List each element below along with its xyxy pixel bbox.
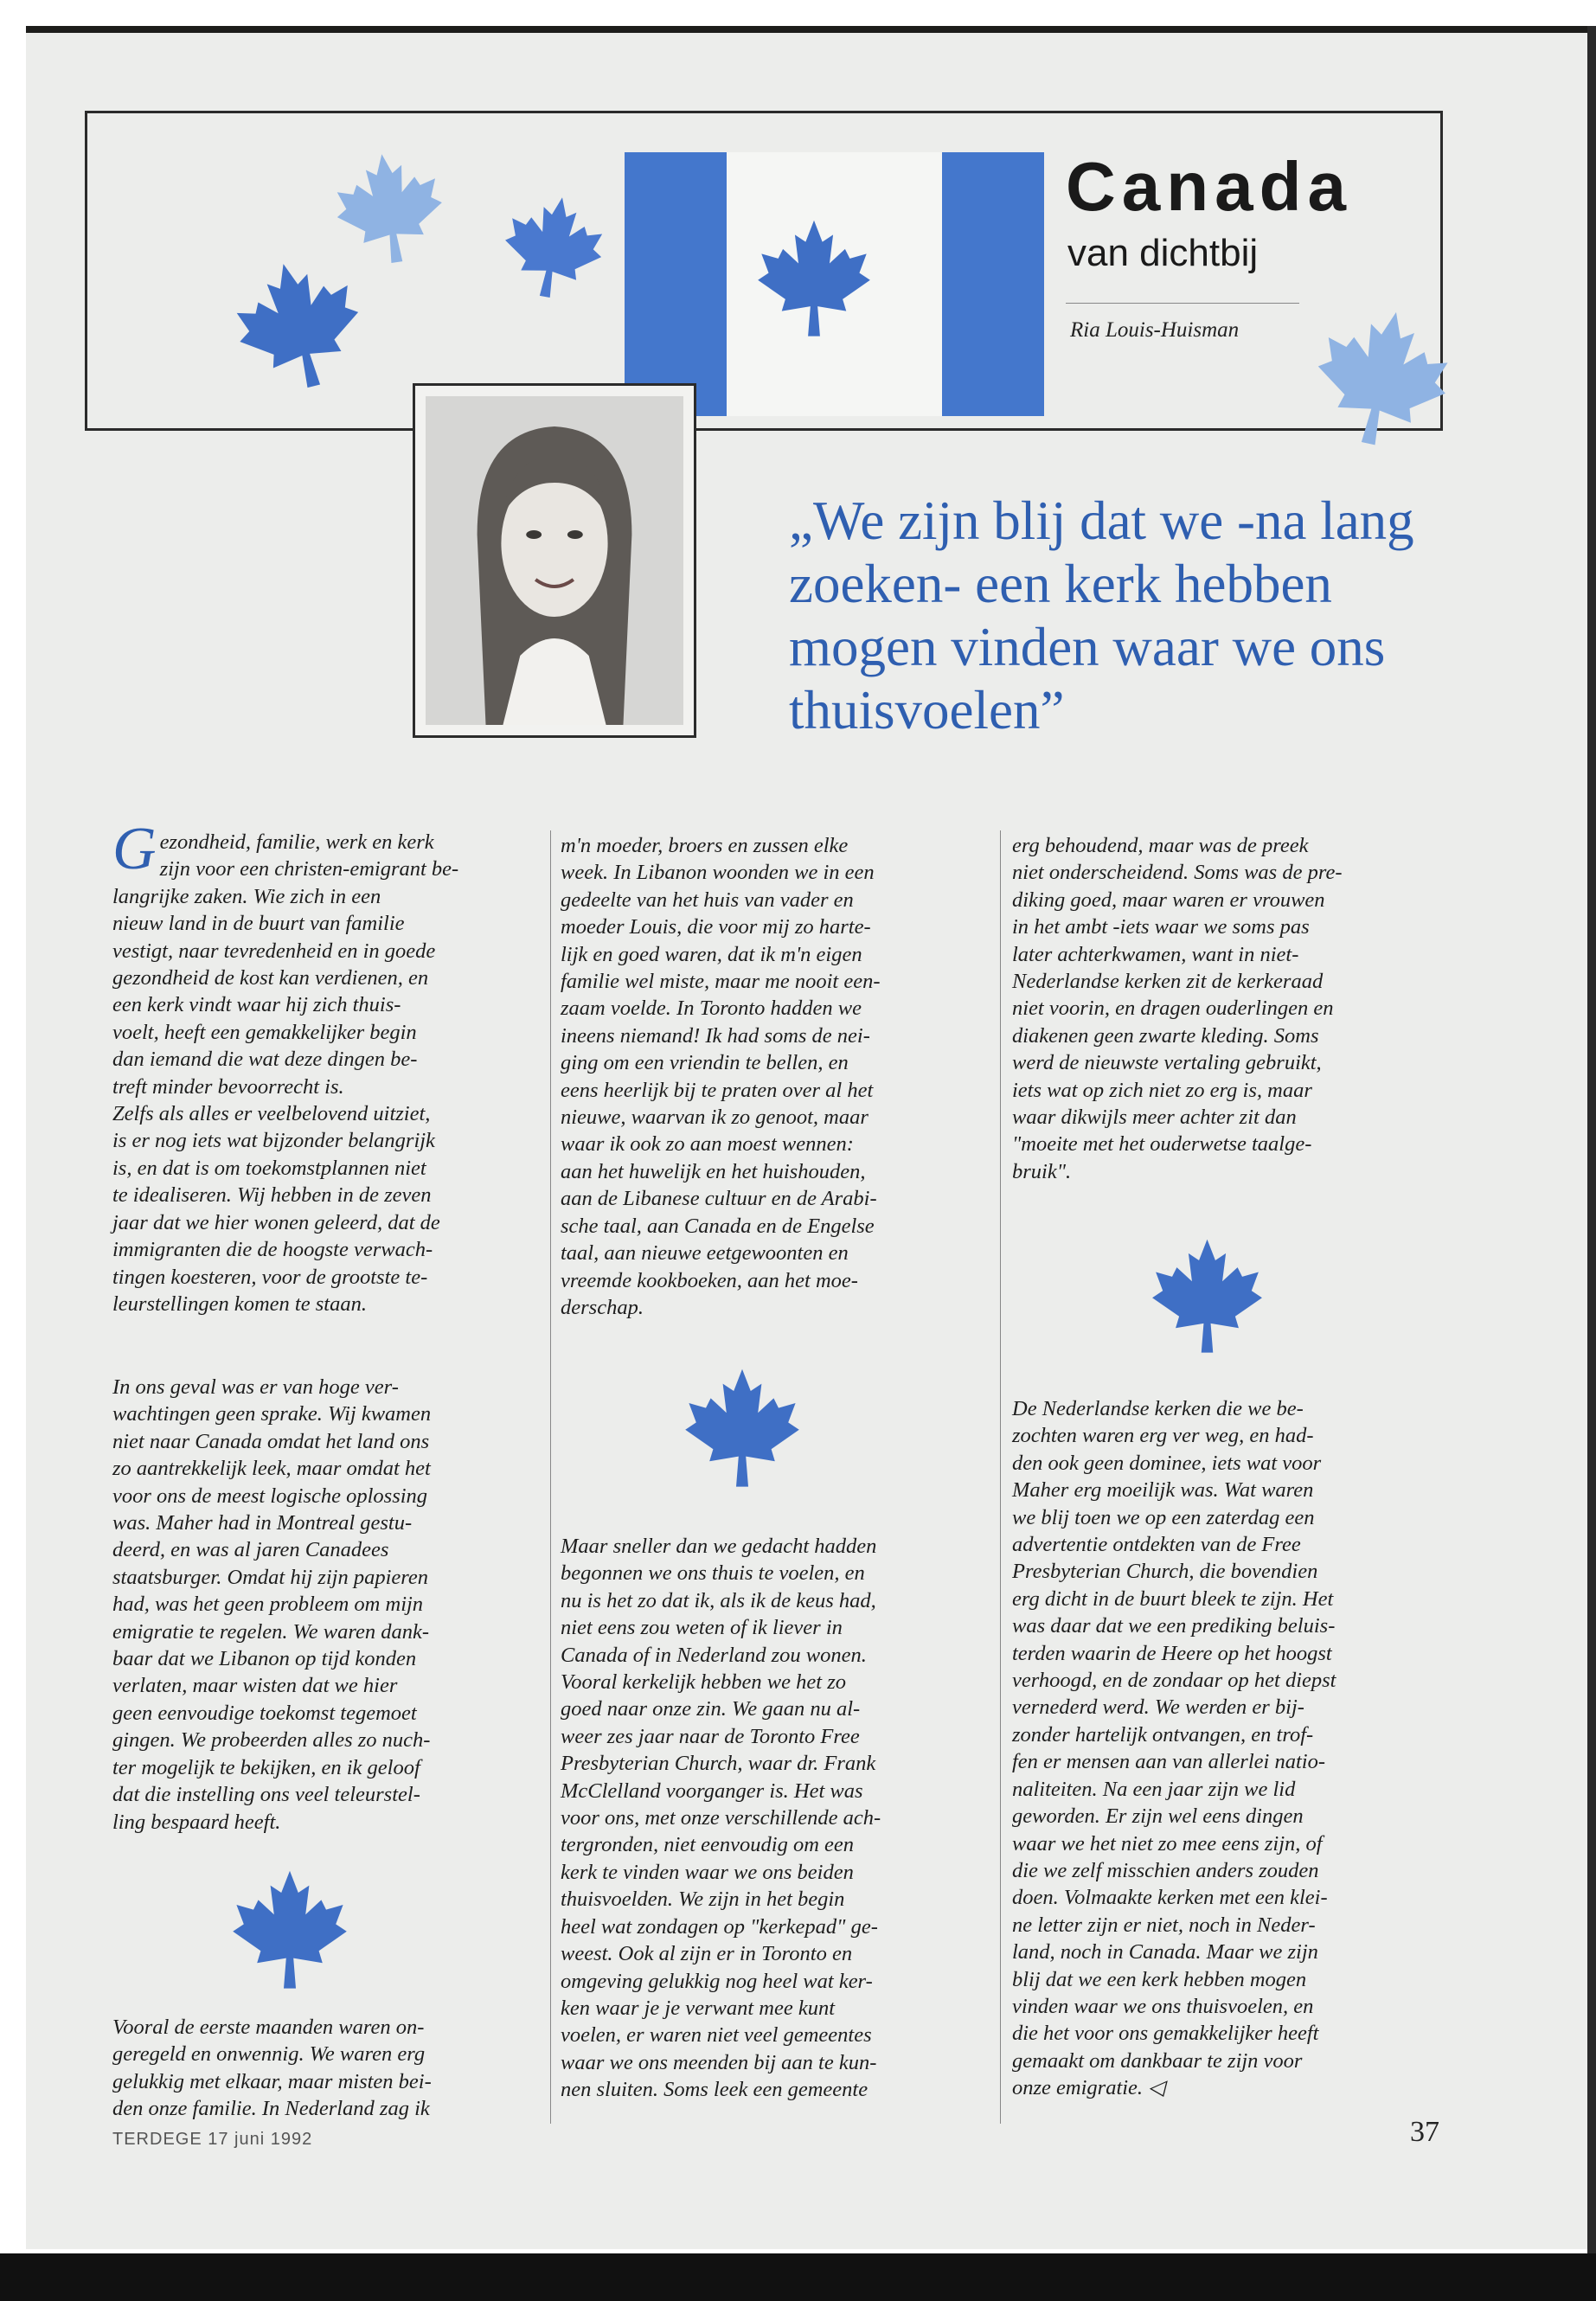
paragraph: erg behoudend, maar was de preek niet onderscheidend. Soms was de pre- diking goed, maar waren er vrouwen in het ambt -iets waar we soms pas later achterkwamen, want in niet- Nederlandse kerken zit de kerkeraad niet voorin, en dragen ouderlingen en diakenen geen zwarte kleding. Soms werd de nieuwste vertaling gebruikt, iets wat op zich niet zo erg is, maar waar dikwijls meer achter zit dan "moeite met het ouderwetse taalge- bruik". <box>1012 834 1343 1183</box>
paragraph: ezondheid, familie, werk en kerk zijn voor een christen-emigrant be- langrijke zaken. Wie zich in een nieuw land in de buurt van familie vestigt, naar tevredenheid en in goede gezondheid de kost kan verdienen, en een kerk vindt waar hij zich thuis- voelt, heeft een gemakkelijker begin dan iemand die wat deze dingen be- treft minder bevoorrecht is. Zelfs als alles er veelbelovend uitziet, is er nog iets wat bijzonder belangrijk is, en dat is om toekomstplannen niet te idealiseren. Wij hebben in de zeven jaar dat we hier wonen geleerd, dat de immigranten die de hoogste verwach- tingen koesteren, voor de grootste te- leurstellingen komen te staan. <box>112 830 459 1316</box>
article-column-1b <box>112 1374 536 1836</box>
scan-edge <box>1587 26 1596 2253</box>
drop-cap: G <box>112 816 157 882</box>
article-column-2 <box>561 832 984 1321</box>
maple-leaf-icon <box>492 178 615 316</box>
author-photo <box>413 383 696 738</box>
article-subtitle: van dichtbij <box>1067 232 1259 274</box>
article-title: Canada <box>1066 148 1352 225</box>
article-column-1c <box>112 2014 536 2123</box>
article-column-3b <box>1012 1395 1436 2102</box>
paragraph: Vooral de eerste maanden waren on- geregeld en onwennig. We waren erg gelukkig met elkaar, maar misten bei- den onze familie. In Nederland zag ik <box>112 2016 432 2121</box>
maple-leaf-icon <box>1149 1237 1266 1354</box>
paragraph: In ons geval was er van hoge ver- wachtingen geen sprake. Wij kwamen niet naar Canada omdat het land ons zo aantrekkelijk leek, maar omdat het voor ons de meest logische oplossing was. Maher had in Montreal gestu- deerd, en was al jaren Canadees staatsburger. Omdat hij zijn papieren had, was het geen probleem om mijn emigratie te regelen. We waren dank- baar dat we Libanon op tijd konden verlaten, maar wisten dat we hier geen eenvoudige toekomst tegemoet gingen. We probeerden alles zo nuch- ter mogelijk te bekijken, en ik geloof dat die instelling ons veel teleurstel- ling bespaard heeft. <box>112 1375 432 1834</box>
paragraph: De Nederlandse kerken die we be- zochten waren erg ver weg, en had- den ook geen dominee, iets wat voor Maher erg moeilijk was. Wat waren we blij toen we op een zaterdag een advertentie ontdekten van de Free Presbyterian Church, die bovendien erg dicht in de buurt bleek te zijn. Het was daar dat we een prediking beluis- terden waarin de Heere op het hoogst verhoogd, en de zondaar op het diepst vernederd werd. We werden er bij- zonder hartelijk ontvangen, en trof- fen er mensen aan van allerlei natio- naliteiten. Na een jaar zijn we lid geworden. Er zijn wel eens dingen waar we het niet zo mee eens zijn, of die we zelf misschien anders zouden doen. Volmaakte kerken met een klei- ne letter zijn er niet, noch in Neder- land, noch in Canada. Maar we zijn blij dat we een kerk hebben mogen vinden waar we ons thuisvoelen, en die het voor ons gemakkelijker heeft gemaakt om dankbaar te zijn voor onze emigratie. ◁ <box>1012 1397 1336 2100</box>
maple-leaf-icon <box>229 1868 350 1990</box>
column-rule <box>550 830 551 2124</box>
author-rule <box>1066 303 1299 304</box>
paragraph: Maar sneller dan we gedacht hadden begonnen we ons thuis te voelen, en nu is het zo dat ik, als ik de keus had, niet eens zou weten of ik liever in Canada of in Nederland zou wonen. Vooral kerkelijk hebben we het zo goed naar onze zin. We gaan nu al- weer zes jaar naar de Toronto Free Presbyterian Church, waar dr. Frank McClelland voorganger is. Het was voor ons, met onze verschillende ach- tergronden, niet eenvoudig om een kerk te vinden waar we ons beiden thuisvoelden. We zijn in het begin heel wat zondagen op "kerkepad" ge- weest. Ook al zijn er in Toronto en omgeving gelukkig nog heel wat ker- ken waar je je verwant mee kunt voelen, er waren niet veel gemeentes waar we ons meenden bij aan te kun- nen sluiten. Soms leek een gemeente <box>561 1535 881 2102</box>
column-rule <box>1000 830 1001 2124</box>
maple-leaf-icon <box>682 1367 803 1488</box>
article-column-2b <box>561 1533 984 2104</box>
article-column-1 <box>112 816 536 1317</box>
pull-quote: „We zijn blij dat we -na lang zoeken- een kerk hebben mogen vinden waar we ons thuisvoelen” <box>789 490 1414 740</box>
page-number: 37 <box>1410 2116 1439 2148</box>
maple-leaf-icon <box>754 218 874 337</box>
portrait <box>426 396 683 725</box>
publication-footer: TERDEGE 17 juni 1992 <box>112 2130 313 2149</box>
flag-band-right <box>942 152 1044 416</box>
paragraph: m'n moeder, broers en zussen elke week. In Libanon woonden we in een gedeelte van het huis van vader en moeder Louis, die voor mij zo harte- lijk en goed waren, dat ik m'n eigen familie wel miste, maar me nooit een- zaam voelde. In Toronto hadden we ineens niemand! Ik had soms de nei- ging om een vriendin te bellen, en eens heerlijk bij te praten over al het nieuwe, waarvan ik zo genoot, maar waar ik ook zo aan moest wennen: aan het huwelijk en het huishouden, aan de Libanese cultuur en de Arabi- sche taal, aan Canada en de Engelse taal, aan nieuwe eetgewoonten en vreemde kookboeken, aan het moe- derschap. <box>561 834 881 1319</box>
author-byline: Ria Louis-Huisman <box>1070 318 1240 342</box>
article-column-3 <box>1012 832 1436 1185</box>
flag-band-left <box>625 152 727 416</box>
scan-bottom-edge <box>0 2253 1596 2301</box>
